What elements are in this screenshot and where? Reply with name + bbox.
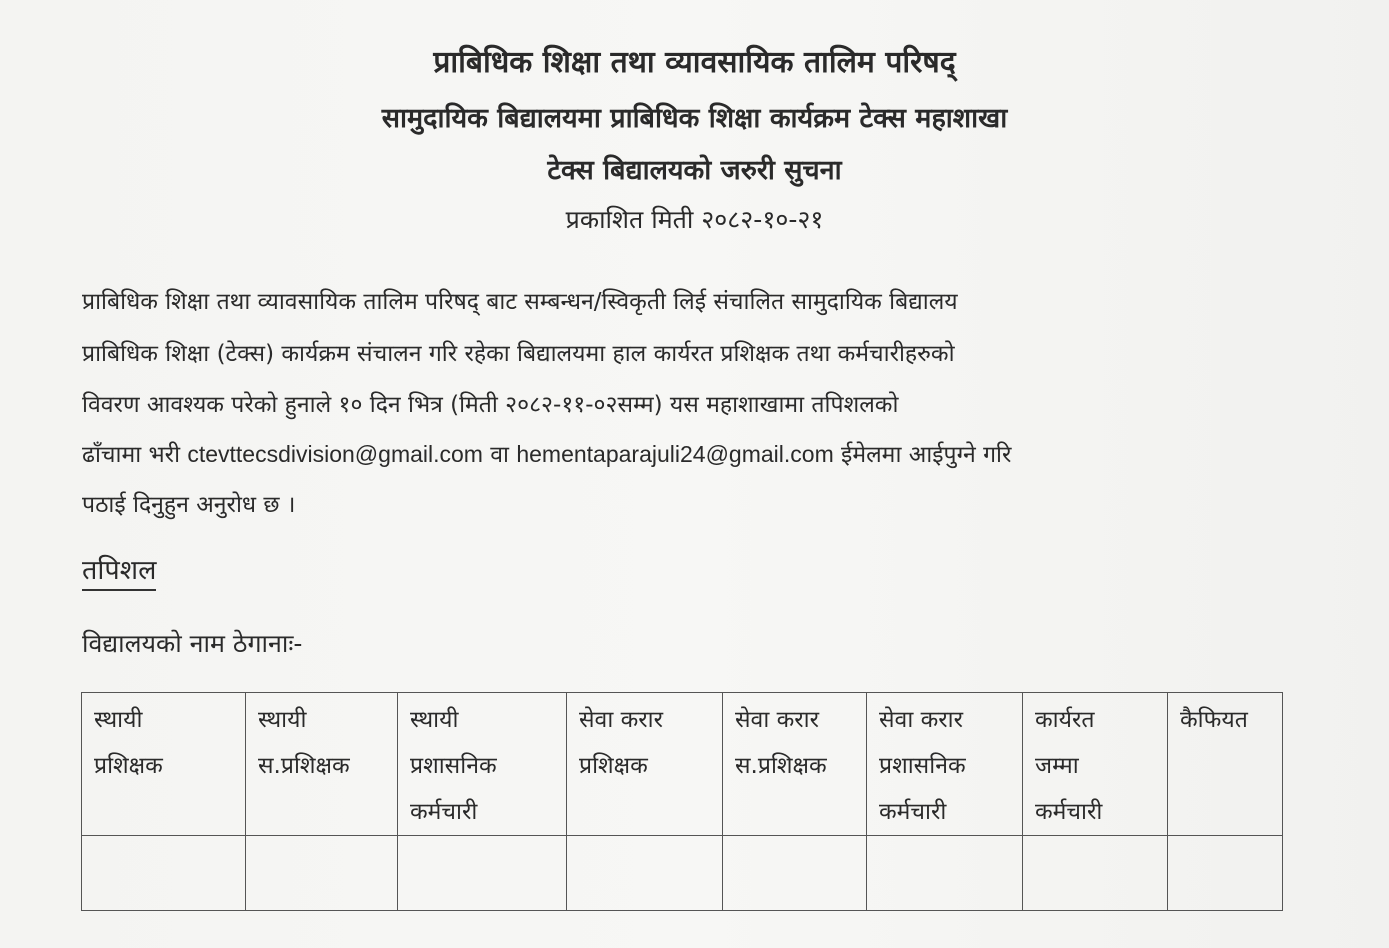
column-header-line: प्रशासनिक [879, 753, 966, 779]
table-empty-row [82, 836, 1283, 911]
body-line-1: प्राबिधिक शिक्षा तथा व्यावसायिक तालिम परिषद् बाट सम्बन्धन/स्विकृती लिई संचालित सामुदायिक बिद्यालय [82, 289, 958, 315]
organization-title: प्राबिधिक शिक्षा तथा व्यावसायिक तालिम परिषद् [433, 45, 956, 80]
details-heading: तपिशल [82, 550, 156, 591]
column-header [1168, 693, 1283, 836]
empty-cell[interactable] [1168, 836, 1283, 911]
column-header-line: स्थायी [258, 707, 307, 733]
division-title: सामुदायिक बिद्यालयमा प्राबिधिक शिक्षा कार्यक्रम टेक्स महाशाखा [381, 103, 1008, 134]
column-header-line: प्रशिक्षक [579, 753, 648, 779]
body-line-3: विवरण आवश्यक परेको हुनाले १० दिन भित्र (मिती २०८२-११-०२सम्म) यस महाशाखामा तपिशलको [82, 392, 899, 418]
email-hementa: hementaparajuli24@gmail.com [516, 441, 834, 467]
staff-details-table [81, 692, 1283, 911]
school-name-label: विद्यालयको नाम ठेगानाः- [82, 629, 303, 658]
body-line-4 [82, 437, 1282, 469]
column-header-line: प्रशासनिक [410, 753, 497, 779]
column-header-line: सेवा करार [579, 707, 664, 733]
empty-cell[interactable] [82, 836, 246, 911]
empty-cell[interactable] [246, 836, 398, 911]
column-header-line: सेवा करार [879, 707, 964, 733]
published-date: प्रकाशित मिती २०८२-१०-२१ [565, 205, 824, 234]
notice-title: टेक्स बिद्यालयको जरुरी सुचना [547, 155, 842, 186]
body-line-2: प्राबिधिक शिक्षा (टेक्स) कार्यक्रम संचालन गरि रहेका बिद्यालयमा हाल कार्यरत प्रशिक्षक तथा कर्मचारीहरुको [82, 341, 955, 367]
column-header [82, 693, 246, 836]
column-header [723, 693, 867, 836]
table-header-row [82, 693, 1283, 836]
column-header-line: सेवा करार [735, 707, 820, 733]
body-line-4-suffix: ईमेलमा आईपुग्ने गरि [833, 442, 1012, 468]
column-header-line: कर्मचारी [410, 799, 478, 825]
body-line-5: पठाई दिनुहुन अनुरोध छ । [82, 492, 296, 518]
empty-cell[interactable] [398, 836, 567, 911]
column-header-line: स्थायी [410, 707, 459, 733]
column-header [867, 693, 1023, 836]
column-header-line: स.प्रशिक्षक [258, 753, 350, 779]
empty-cell[interactable] [567, 836, 723, 911]
column-header [398, 693, 567, 836]
column-header-line: कर्मचारी [1035, 799, 1103, 825]
column-header-line: कर्मचारी [879, 799, 947, 825]
body-line-4-prefix: ढाँचामा भरी [82, 442, 188, 468]
empty-cell[interactable] [867, 836, 1023, 911]
body-line-4-or: वा [482, 442, 517, 468]
column-header-line: कार्यरत [1035, 707, 1095, 733]
empty-cell[interactable] [723, 836, 867, 911]
column-header-line: जम्मा [1035, 753, 1079, 779]
empty-cell[interactable] [1023, 836, 1168, 911]
email-ctevt: ctevttecsdivision@gmail.com [187, 441, 483, 467]
column-header-line: कैफियत [1180, 707, 1248, 733]
column-header [567, 693, 723, 836]
column-header-line: स.प्रशिक्षक [735, 753, 827, 779]
column-header-line: स्थायी [94, 707, 143, 733]
column-header [246, 693, 398, 836]
column-header [1023, 693, 1168, 836]
column-header-line: प्रशिक्षक [94, 753, 163, 779]
